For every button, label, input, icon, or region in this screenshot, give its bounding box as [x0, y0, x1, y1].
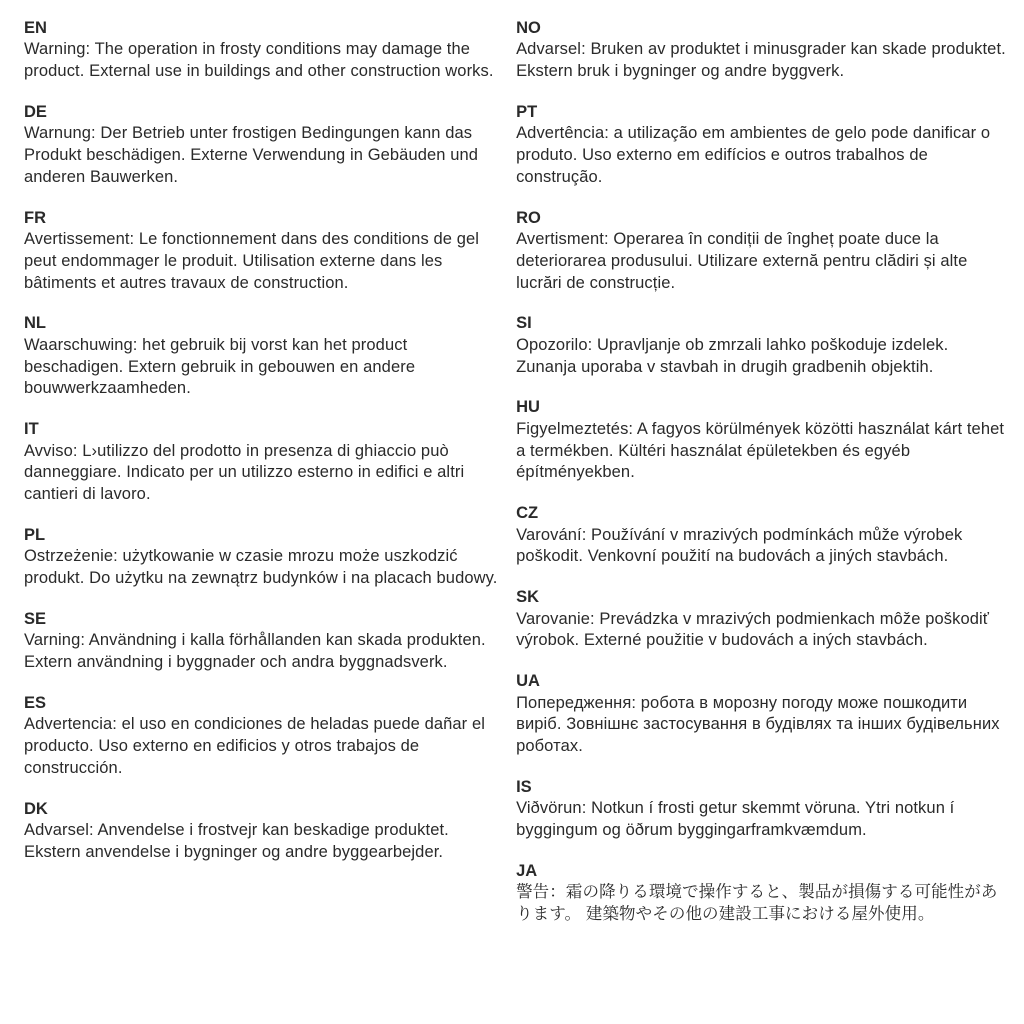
section-si [516, 313, 1012, 378]
section-dk [24, 799, 502, 864]
warning-text-en: Warning: The operation in frosty conditions may damage the product. External use in buildings and other construction works. [24, 40, 494, 81]
language-code-hu: HU [516, 398, 540, 417]
language-code-pt: PT [516, 102, 538, 121]
section-sk [516, 587, 1012, 652]
language-code-se: SE [24, 609, 47, 628]
warning-text-fr: Avertissement: Le fonctionnement dans des conditions de gel peut endommager le produit. Utilisation externe dans les bâtiments et autres travaux de construction. [24, 230, 480, 292]
warning-text-is: Viðvörun: Notkun í frosti getur skemmt vöruna. Ytri notkun í byggingum og öðrum byggingarframkvæmdum. [516, 799, 955, 840]
warning-text-se: Varning: Användning i kalla förhållanden kan skada produkten. Extern användning i byggnader och andra byggnadsverk. [24, 631, 486, 672]
language-code-nl: NL [24, 314, 46, 333]
language-code-cz: CZ [516, 504, 539, 523]
right-column [516, 18, 1012, 945]
warning-text-no: Advarsel: Bruken av produktet i minusgrader kan skade produktet. Ekstern bruk i bygninger og andre byggverk. [516, 40, 1006, 81]
section-se [24, 609, 502, 674]
section-is [516, 777, 1012, 842]
warning-text-si: Opozorilo: Upravljanje ob zmrzali lahko poškoduje izdelek. Zunanja uporaba v stavbah in drugih gradbenih objektih. [516, 335, 949, 376]
section-cz [516, 503, 1012, 568]
warning-text-it: Avviso: L›utilizzo del prodotto in presenza di ghiaccio può danneggiare. Indicato per un utilizzo esterno in edifici e altri cantieri di lavoro. [24, 441, 465, 504]
warning-text-de: Warnung: Der Betrieb unter frostigen Bedingungen kann das Produkt beschädigen. Externe Verwendung in Gebäuden und anderen Bauwerken. [24, 124, 479, 186]
section-pt [516, 102, 1012, 189]
language-code-de: DE [24, 102, 47, 121]
language-code-is: IS [516, 777, 532, 796]
warning-text-ro: Avertisment: Operarea în condiții de îngheț poate duce la deteriorarea produsului. Utilizare externă pentru clădiri și alte lucrări de construcție. [516, 230, 968, 292]
section-no [516, 18, 1012, 83]
warning-text-es: Advertencia: el uso en condiciones de heladas puede dañar el producto. Uso externo en edificios y otros trabajos de construcción. [24, 715, 485, 777]
section-ro [516, 208, 1012, 295]
warning-text-pt: Advertência: a utilização em ambientes de gelo pode danificar o produto. Uso externo em edifícios e outros trabalhos de construção. [516, 124, 991, 186]
section-es [24, 693, 502, 780]
section-en [24, 18, 502, 83]
warning-text-dk: Advarsel: Anvendelse i frostvejr kan beskadige produktet. Ekstern anvendelse i bygninger og andre byggearbejder. [24, 821, 449, 861]
language-code-si: SI [516, 314, 532, 333]
left-column [24, 18, 502, 945]
language-code-fr: FR [24, 208, 46, 227]
warning-text-cz: Varování: Používání v mrazivých podmínkách může výrobek poškodit. Venkovní použití na budovách a jiných stavbách. [516, 525, 963, 566]
section-it [24, 419, 502, 506]
language-code-sk: SK [516, 588, 539, 607]
warning-text-pl: Ostrzeżenie: użytkowanie w czasie mrozu może uszkodzić produkt. Do użytku na zewnątrz budynków i na placach budowy. [24, 547, 498, 588]
two-column-layout [24, 18, 1012, 945]
section-fr [24, 208, 502, 295]
section-de [24, 102, 502, 189]
language-code-pl: PL [24, 525, 46, 544]
warning-text-hu: Figyelmeztetés: A fagyos körülmények közötti használat kárt tehet a termékben. Kültéri használat épületekben és egyéb építményekben. [516, 419, 1005, 482]
language-code-ja: JA [516, 861, 538, 880]
language-code-ro: RO [516, 208, 541, 227]
warning-text-ua: Попередження: робота в морозну погоду може пошкодити виріб. Зовнішнє застосування в будівлях та інших будівельних роботах. [516, 693, 1000, 756]
section-ja [516, 861, 1012, 926]
section-ua [516, 671, 1012, 758]
warning-text-nl: Waarschuwing: het gebruik bij vorst kan het product beschadigen. Extern gebruik in gebouwen en andere bouwwerkzaamheden. [24, 335, 416, 398]
language-code-ua: UA [516, 672, 540, 691]
section-pl [24, 525, 502, 590]
language-code-en: EN [24, 19, 47, 37]
section-hu [516, 397, 1012, 484]
language-code-it: IT [24, 420, 39, 439]
warning-text-ja: 警告：霜の降りる環境で操作すると、製品が損傷する可能性があります。 建築物やその他の建設工事における屋外使用。 [516, 883, 998, 923]
warning-text-sk: Varovanie: Prevádzka v mrazivých podmienkach môže poškodiť výrobok. Externé použitie v budovách a iných stavbách. [516, 609, 990, 650]
section-nl [24, 313, 502, 400]
language-code-dk: DK [24, 799, 48, 818]
language-code-no: NO [516, 19, 541, 37]
language-code-es: ES [24, 693, 47, 712]
